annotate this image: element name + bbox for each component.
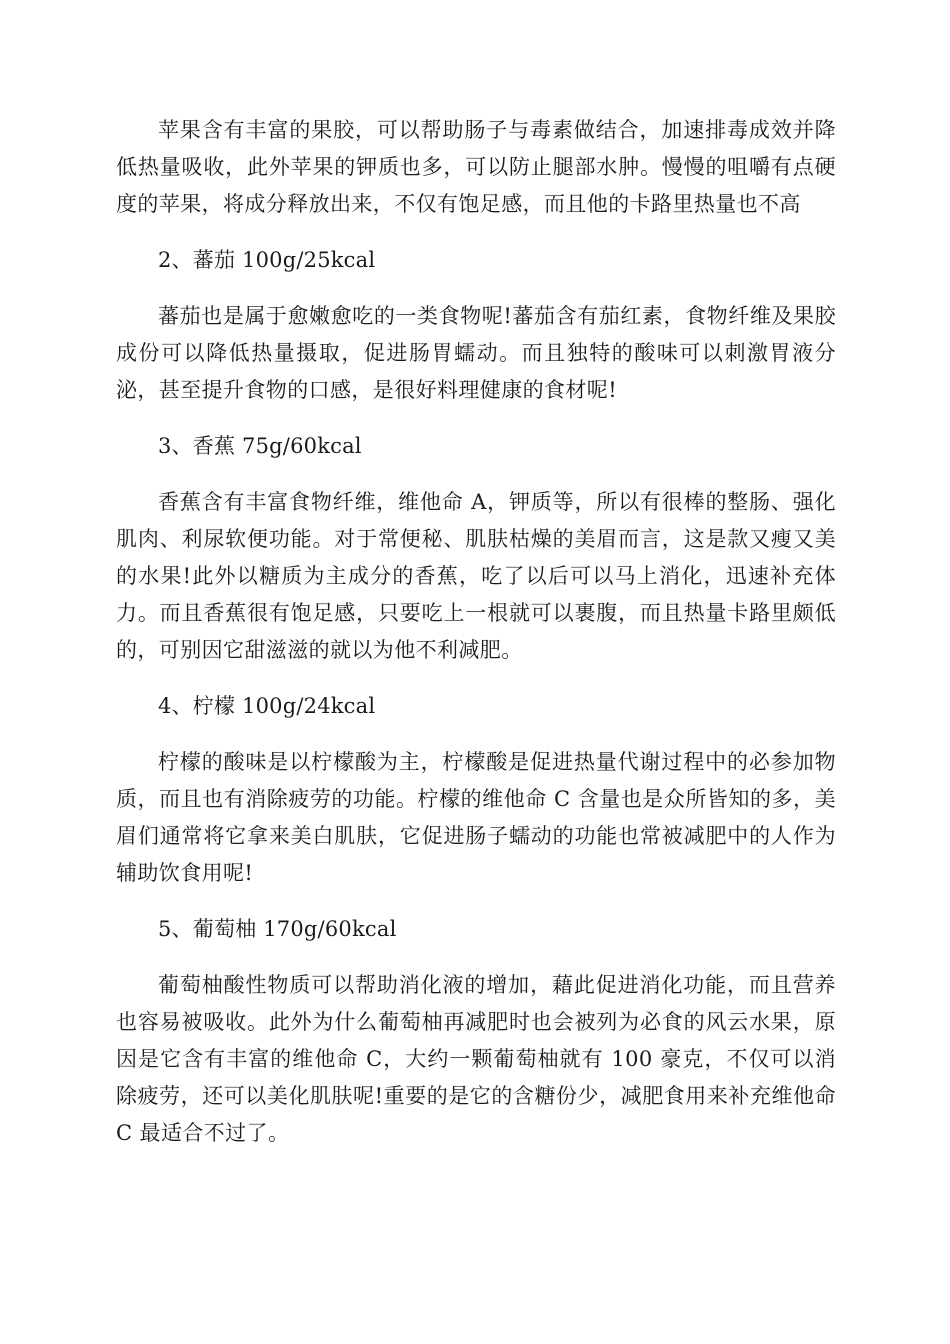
lemon-heading: 4、柠檬 100g/24kcal <box>158 694 376 718</box>
document-page <box>116 112 836 1171</box>
tomato-paragraph: 蕃茄也是属于愈嫩愈吃的一类食物呢!蕃茄含有茄红素，食物纤维及果胶成份可以降低热量摄取，促进肠胃蠕动。而且独特的酸味可以刺激胃液分泌，甚至提升食物的口感，是很好料理健康的食材呢! <box>116 304 836 402</box>
grapefruit-heading: 5、葡萄柚 170g/60kcal <box>158 917 397 941</box>
grapefruit-paragraph: 葡萄柚酸性物质可以帮助消化液的增加，藉此促进消化功能，而且营养也容易被吸收。此外为什么葡萄柚再减肥时也会被列为必食的风云水果，原因是它含有丰富的维他命 C，大约一颗葡萄柚就有 100 豪克，不仅可以消除疲劳，还可以美化肌肤呢!重要的是它的含糖份少，减肥食用来补充维他命 C 最适合不过了。 <box>116 973 836 1145</box>
lemon-paragraph: 柠檬的酸味是以柠檬酸为主，柠檬酸是促进热量代谢过程中的必参加物质，而且也有消除疲劳的功能。柠檬的维他命 C 含量也是众所皆知的多，美眉们通常将它拿来美白肌肤，它促进肠子蠕动的功能也常被减肥中的人作为辅助饮食用呢! <box>116 750 836 885</box>
banana-paragraph: 香蕉含有丰富食物纤维，维他命 A，钾质等，所以有很棒的整肠、强化肌肉、利尿软便功能。对于常便秘、肌肤枯燥的美眉而言，这是款又瘦又美的水果!此外以糖质为主成分的香蕉，吃了以后可以马上消化，迅速补充体力。而且香蕉很有饱足感，只要吃上一根就可以裹腹，而且热量卡路里颇低的，可别因它甜滋滋的就以为他不利减肥。 <box>116 490 836 662</box>
apple-paragraph: 苹果含有丰富的果胶，可以帮助肠子与毒素做结合，加速排毒成效并降低热量吸收，此外苹果的钾质也多，可以防止腿部水肿。慢慢的咀嚼有点硬度的苹果，将成分释放出来，不仅有饱足感，而且他的卡路里热量也不高 <box>116 118 836 216</box>
banana-heading: 3、香蕉 75g/60kcal <box>158 434 362 458</box>
tomato-heading: 2、蕃茄 100g/25kcal <box>158 248 376 272</box>
